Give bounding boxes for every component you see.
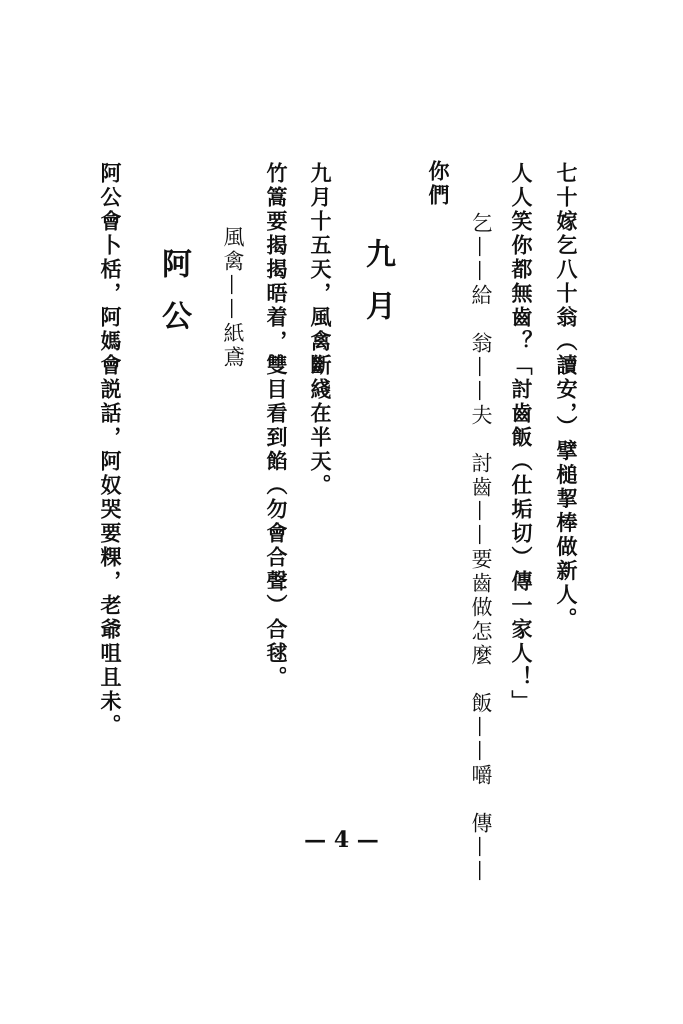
poem1-line2: 人人笑你都無齒？「討齒飯（仕垢切）傳一家人！」 bbox=[509, 162, 534, 714]
poem1-line3: 你們 bbox=[426, 160, 451, 208]
poem2-line1: 九月十五天，風禽斷綫在半天。 bbox=[308, 162, 333, 498]
page-number: — 4 — bbox=[304, 827, 379, 853]
poem1-line1: 七十嫁乞八十翁（讀安，）擘槌挈棒做新人。 bbox=[554, 162, 579, 632]
poem2-note: 風禽——紙鳶 bbox=[221, 226, 245, 370]
poem3-title: 阿公 bbox=[156, 248, 191, 352]
poem2-title: 九月 bbox=[360, 238, 395, 342]
poem2-line2: 竹篙要揭揭晤着，雙目看到餡（勿會合聲）合毬。 bbox=[264, 162, 289, 690]
poem1-glossary: 乞——給 翁——夫 討齒——要齒做怎麼 飯——嚼 傳—— bbox=[469, 212, 493, 884]
poem3-line1: 阿公會卜栝，阿媽會説話，阿奴哭要粿，老爺咀且未。 bbox=[98, 162, 123, 738]
